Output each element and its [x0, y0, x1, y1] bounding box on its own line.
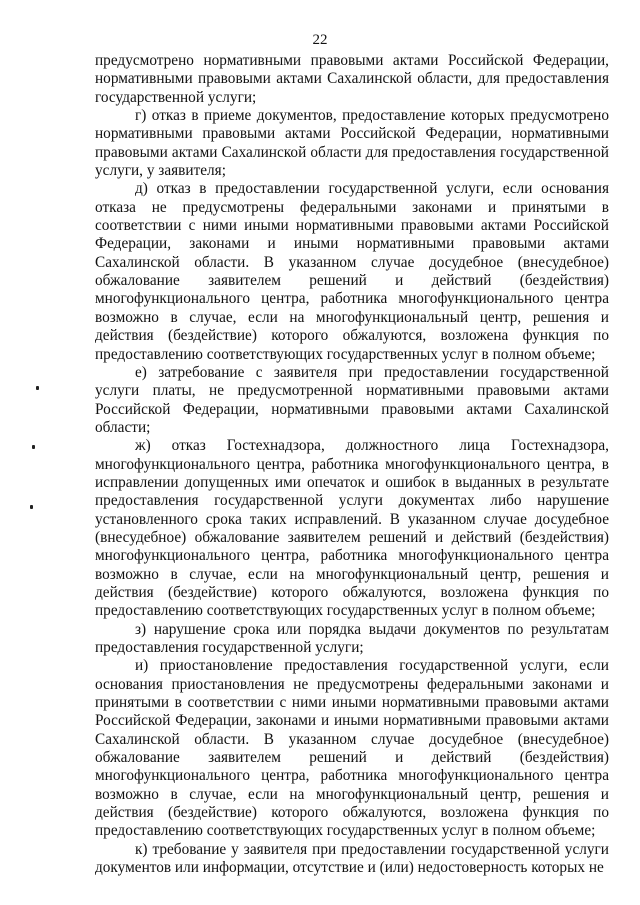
document-body [95, 52, 609, 877]
paragraph-item-e: е) затребование с заявителя при предоставлении государственной услуги платы, не предусмотренной нормативными правовыми актами Российской Федерации, нормативными правовыми актами Сахалинской области; [95, 363, 609, 436]
paragraph-item-zh: ж) отказ Гостехнадзора, должностного лица Гостехнадзора, многофункционального центра, работника многофункционального центра, в исправлении допущенных ими опечаток и ошибок в выданных в результате предоставления государственной услуги документах либо нарушение установленного срока таких исправлений. В указанном случае досудебное (внесудебное) обжалование заявителем решений и действий (бездействия) многофункционального центра, работника многофункционального центра возможно в случае, если на многофункциональный центр, решения и действия (бездействие) которого обжалуются, возложена функция по предоставлению соответствующих государственных услуг в полном объеме; [95, 437, 609, 620]
paragraph-item-z: з) нарушение срока или порядка выдачи документов по результатам предоставления государственной услуги; [95, 620, 609, 656]
paragraph-continuation: предусмотрено нормативными правовыми актами Российской Федерации, нормативными правовыми актами Сахалинской области, для предоставления государственной услуги; [95, 52, 609, 106]
paragraph-item-d: д) отказ в предоставлении государственной услуги, если основания отказа не предусмотрены федеральными законами и принятыми в соответствии с ними иными нормативными правовыми актами Российской Федерации, законами и иными нормативными правовыми актами Сахалинской области. В указанном случае досудебное (внесудебное) обжалование заявителем решений и действий (бездействия) многофункционального центра, работника многофункционального центра возможно в случае, если на многофункциональный центр, решения и действия (бездействие) которого обжалуются, возложена функция по предоставлению соответствующих государственных услуг в полном объеме; [95, 180, 609, 363]
page-number: 22 [312, 32, 328, 48]
scan-mark [36, 386, 39, 390]
paragraph-item-k: к) требование у заявителя при предоставлении государственной услуги документов или информации, отсутствие и (или) недостоверность которых не [95, 840, 609, 877]
scan-mark [32, 445, 35, 449]
paragraph-item-i: и) приостановление предоставления государственной услуги, если основания приостановления не предусмотрены федеральными законами и принятыми в соответствии с ними иными нормативными правовыми актами Российской Федерации, законами и иными нормативными правовыми актами Сахалинской области. В указанном случае досудебное (внесудебное) обжалование заявителем решений и действий (бездействия) многофункционального центра, работника многофункционального центра возможно в случае, если на многофункциональный центр, решения и действия (бездействие) которого обжалуются, возложена функция по предоставлению соответствующих государственных услуг в полном объеме; [95, 657, 609, 840]
scan-mark [30, 505, 33, 509]
paragraph-item-g: г) отказ в приеме документов, предоставление которых предусмотрено нормативными правовыми актами Российской Федерации, нормативными правовыми актами Сахалинской области для предоставления государственной услуги, у заявителя; [95, 107, 609, 180]
